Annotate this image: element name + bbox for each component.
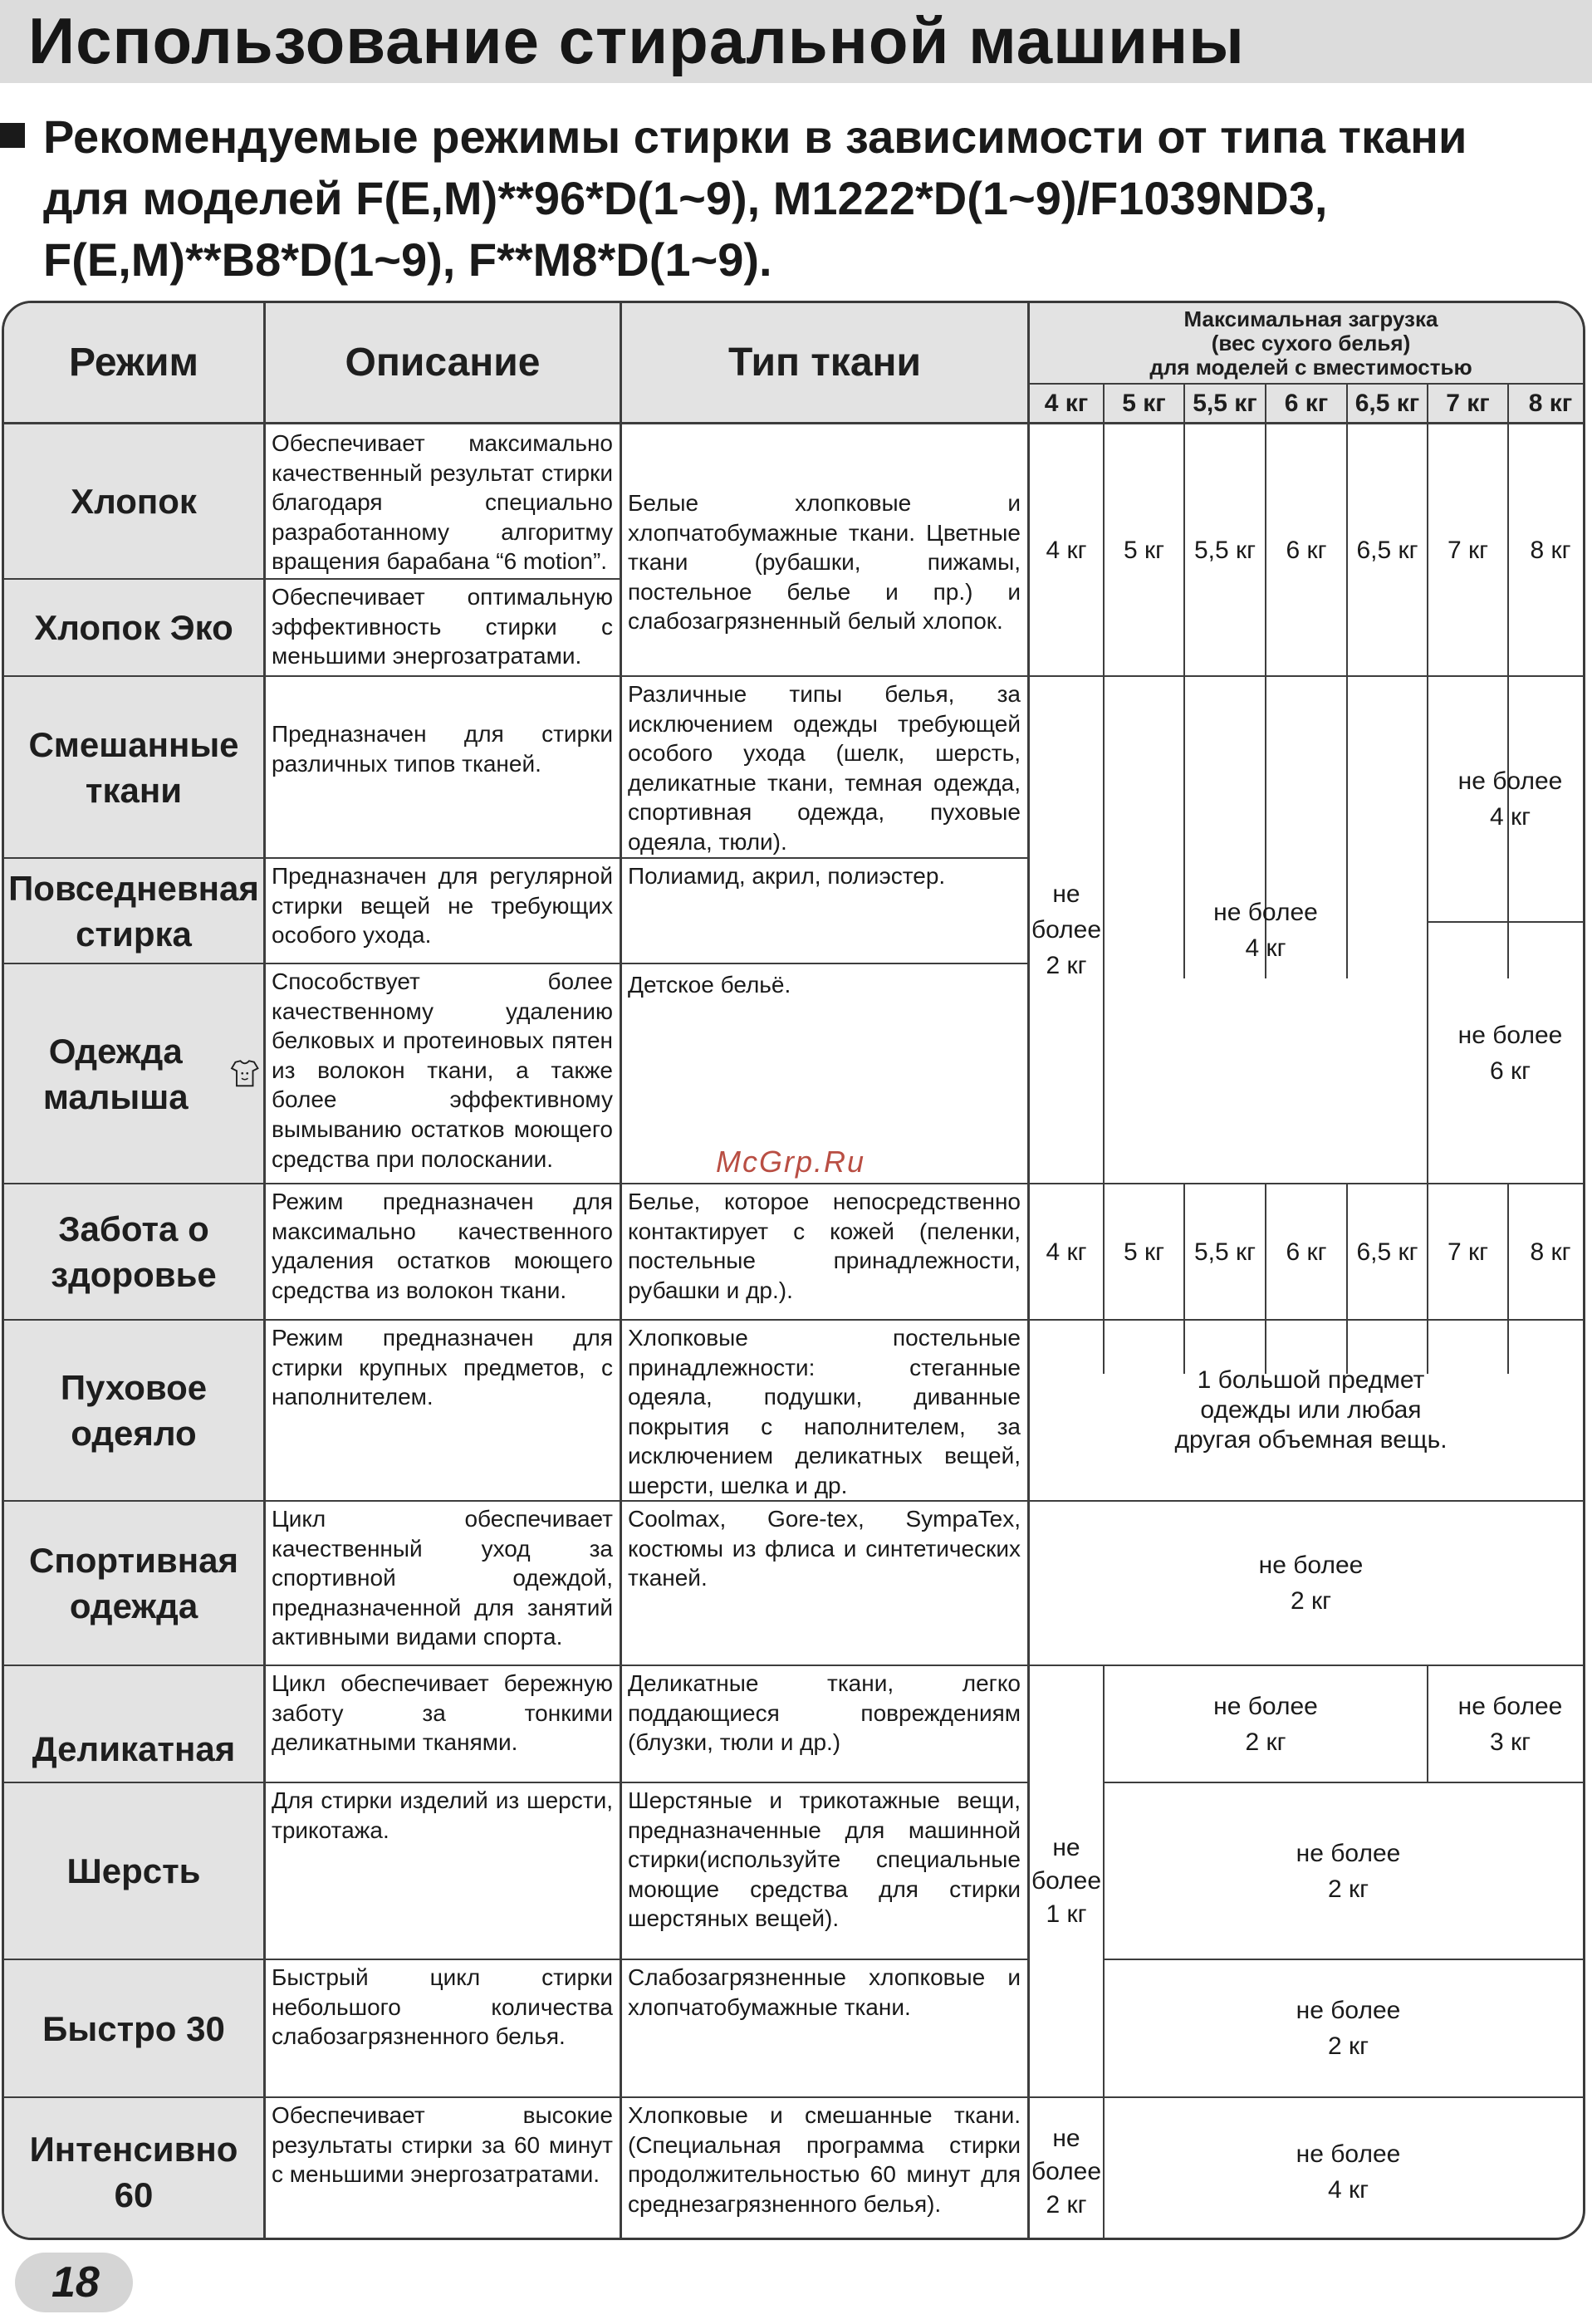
load-duvet-line3: другая объемная вещь. (1174, 1426, 1447, 1454)
load-delicate-right-line2: 3 кг (1489, 1728, 1531, 1756)
desc-intensive60: Обеспечивает высокие результаты стирки за 60 минут с меньшими энергозатратами. (272, 2102, 613, 2188)
load-health-5-5: 5,5 кг (1193, 1238, 1256, 1266)
load-intensive60-4kg (1030, 2098, 1103, 2240)
fabric-intensive60: Хлопковые и смешанные ткани. (Специальная программа стирки продолжительностью 60 минут для среднезагрязненного белья). (628, 2102, 1021, 2217)
capacity-6: 6 кг (1284, 389, 1329, 417)
desc-wool: Для стирки изделий из шерсти, трикотажа. (272, 1787, 613, 1843)
load-mixed-bottom-line2: 6 кг (1489, 1057, 1531, 1085)
load-mixed-4kg-line2: более (1031, 916, 1102, 944)
fabric-baby: Детское бельё. (628, 972, 791, 998)
header-description: Описание (345, 341, 541, 385)
load-health-6: 6 кг (1286, 1238, 1327, 1266)
desc-duvet: Режим предназначен для стирки крупных предметов, с наполнителем. (272, 1325, 613, 1410)
page-title: Использование стиральной машины (28, 4, 1245, 77)
desc-sports: Цикл обеспечивает качественный уход за спортивной одеждой, предназначенной для занятий активными видами спорта. (272, 1506, 613, 1650)
load-cotton-6: 6 кг (1286, 536, 1327, 564)
fabric-mixed: Различные типы белья, за исключением одежды требующей особого ухода (шелк, шерсть, деликатные ткани, темная одежда, спортивная одежда, пуховые одеяла, тюли). (628, 681, 1021, 855)
load-health-8: 8 кг (1530, 1238, 1571, 1266)
capacity-6-5: 6,5 кг (1354, 389, 1420, 417)
load-quick30-line1: не более (1296, 1997, 1401, 2024)
mode-baby-label: Одежда малыша (42, 1031, 189, 1116)
mode-quick30: Быстро 30 (42, 2008, 225, 2048)
capacity-7: 7 кг (1446, 389, 1490, 417)
desc-health: Режим предназначен для максимально качественного удаления остатков моющего средства из волокон ткани. (272, 1189, 613, 1303)
load-delicate-mid-line2: 2 кг (1245, 1728, 1286, 1756)
mode-intensive60: Интенсивно 60 (29, 2130, 238, 2214)
title-bar (0, 0, 1592, 83)
subtitle-line-2: для моделей F(E,M)**96*D(1~9), M1222*D(1~9)/F1039ND3, (43, 172, 1328, 224)
load-dwq-line2: более (1031, 1867, 1102, 1895)
capacity-5-5: 5,5 кг (1193, 389, 1257, 417)
load-mixed-bottom-line1: не более (1457, 1021, 1563, 1049)
capacity-4: 4 кг (1044, 389, 1089, 417)
load-mixed-4kg-line3: 2 кг (1046, 952, 1087, 979)
load-delicate-wool-quick-4kg (1030, 1666, 1103, 2096)
load-dwq-line1: не (1052, 1834, 1080, 1861)
load-health-6-5: 6,5 кг (1356, 1238, 1418, 1266)
max-load-line-1: Максимальная загрузка (1183, 306, 1438, 331)
load-mixed-5-to-6-5kg (1105, 677, 1427, 1183)
load-wool-line1: не более (1296, 1839, 1401, 1867)
fabric-everyday: Полиамид, акрил, полиэстер. (628, 863, 946, 889)
fabric-sports: Coolmax, Gore-tex, SympaTex, костюмы из флиса и синтетических тканей. (628, 1506, 1021, 1591)
load-intensive60-rest (1105, 2098, 1585, 2240)
page-number-badge (15, 2253, 133, 2312)
header-max-load (1030, 303, 1585, 383)
load-cotton-7: 7 кг (1447, 536, 1489, 564)
load-sports-line1: не более (1258, 1552, 1364, 1579)
load-quick30-line2: 2 кг (1327, 2032, 1369, 2060)
load-mixed-4kg (1030, 677, 1103, 1183)
load-duvet-line1: 1 большой предмет (1197, 1366, 1425, 1394)
baby-clothes-icon (229, 1053, 261, 1095)
load-cotton-4: 4 кг (1046, 536, 1087, 564)
capacity-5: 5 кг (1122, 389, 1166, 417)
fabric-cotton: Белые хлопковые и хлопчатобумажные ткани. Цветные ткани (рубашки, пижамы, постельное белье и пр.) и слабозагрязненный белый хлопок. (628, 490, 1021, 635)
load-dwq-line3: 1 кг (1046, 1900, 1087, 1928)
desc-delicate: Цикл обеспечивает бережную заботу за тонкими деликатными тканями. (272, 1670, 613, 1756)
header-mode: Режим (69, 341, 198, 385)
fabric-health: Белье, которое непосредственно контактирует с кожей (пеленки, постельные принадлежности, рубашки и др.). (628, 1189, 1021, 1303)
mode-delicate: Деликатная (32, 1729, 236, 1768)
desc-cotton-eco: Обеспечивает оптимальную эффективность стирки с меньшими энергозатратами. (272, 584, 613, 669)
fabric-delicate: Деликатные ткани, легко поддающиеся повреждениям (блузки, тюли и др.) (628, 1670, 1021, 1756)
washing-modes-table (2, 301, 1585, 2240)
mode-cotton: Хлопок (71, 482, 197, 521)
page-number: 18 (51, 2258, 100, 2307)
load-cotton-5: 5 кг (1123, 536, 1165, 564)
load-delicate-right-line1: не более (1457, 1692, 1563, 1720)
mode-wool: Шерсть (66, 1851, 201, 1890)
header-fabric: Тип ткани (727, 341, 922, 385)
load-health-5: 5 кг (1123, 1238, 1165, 1266)
fabric-wool: Шерстяные и трикотажные вещи, предназначенные для машинной стирки(используйте специальные моющие средства для стирки шерстяных вещей). (628, 1787, 1021, 1932)
load-mixed-top-line2: 4 кг (1489, 803, 1531, 831)
load-mixed-7-8kg-top (1428, 677, 1585, 921)
mode-health: Забота о здоровье (51, 1209, 217, 1294)
load-mixed-mid-line2: 4 кг (1245, 934, 1286, 962)
mode-mixed: Смешанные ткани (28, 724, 239, 810)
fabric-quick30: Слабозагрязненные хлопковые и хлопчатобумажные ткани. (628, 1964, 1021, 2020)
load-int-left-line3: 2 кг (1046, 2191, 1087, 2219)
load-int-left-line1: не (1052, 2125, 1080, 2152)
load-cotton-8: 8 кг (1530, 536, 1571, 564)
fabric-duvet: Хлопковые постельные принадлежности: стеганные одеяла, подушки, диванные покрытия с наполнителем, за исключением деликатных вещей, шерсти, шелка и др. (628, 1325, 1021, 1498)
load-mixed-7-8kg-bottom (1428, 923, 1585, 1183)
load-delicate-mid-line1: не более (1213, 1692, 1318, 1720)
load-sports-line2: 2 кг (1290, 1587, 1332, 1615)
mode-baby (4, 964, 263, 1183)
load-duvet-line2: одежды или любая (1200, 1396, 1422, 1424)
load-delicate-7-8kg (1428, 1666, 1585, 1782)
load-cotton-5-5: 5,5 кг (1193, 536, 1256, 564)
load-sports (1030, 1502, 1585, 1665)
square-bullet-icon (0, 123, 25, 148)
load-delicate-5-to-6-5kg (1105, 1666, 1427, 1782)
load-mixed-mid-line1: не более (1213, 898, 1318, 926)
load-quick30 (1105, 1960, 1585, 2096)
subtitle-line-3: F(E,M)**B8*D(1~9), F**M8*D(1~9). (43, 233, 772, 286)
mode-sports: Спортивная одежда (29, 1541, 238, 1625)
mode-duvet: Пуховое одеяло (60, 1368, 208, 1453)
load-health-7: 7 кг (1447, 1238, 1489, 1266)
load-mixed-top-line1: не более (1457, 767, 1563, 795)
load-int-right-line2: 4 кг (1327, 2176, 1369, 2204)
section-subtitle (43, 106, 1588, 291)
desc-quick30: Быстрый цикл стирки небольшого количества слабозагрязненного белья. (272, 1964, 613, 2050)
load-wool-line2: 2 кг (1327, 1875, 1369, 1903)
capacity-8: 8 кг (1528, 389, 1573, 417)
load-wool (1105, 1783, 1585, 1959)
watermark: McGrp.Ru (716, 1145, 866, 1179)
load-mixed-4kg-line1: не (1052, 880, 1080, 908)
max-load-line-3: для моделей с вместимостью (1149, 355, 1472, 380)
subtitle-line-1: Рекомендуемые режимы стирки в зависимости от типа ткани (43, 110, 1467, 163)
load-int-left-line2: более (1031, 2158, 1102, 2185)
desc-everyday: Предназначен для регулярной стирки вещей не требующих особого ухода. (272, 863, 613, 949)
load-int-right-line1: не более (1296, 2140, 1401, 2168)
desc-cotton: Обеспечивает максимально качественный результат стирки благодаря специально разработанному алгоритму вращения барабана “6 motion”. (272, 430, 613, 575)
desc-mixed: Предназначен для стирки различных типов тканей. (272, 721, 613, 777)
desc-baby: Способствует более качественному удалению белковых и протеиновых пятен из волокон ткани, а также более эффективному вымыванию остатков моющего средства при полоскании. (272, 968, 613, 1172)
mode-everyday: Повседневная стирка (8, 868, 259, 954)
load-cotton-6-5: 6,5 кг (1356, 536, 1418, 564)
load-duvet (1030, 1321, 1585, 1500)
load-health-4: 4 кг (1046, 1238, 1087, 1266)
mode-cotton-eco: Хлопок Эко (34, 608, 233, 647)
max-load-line-2: (вес сухого белья) (1211, 331, 1411, 355)
